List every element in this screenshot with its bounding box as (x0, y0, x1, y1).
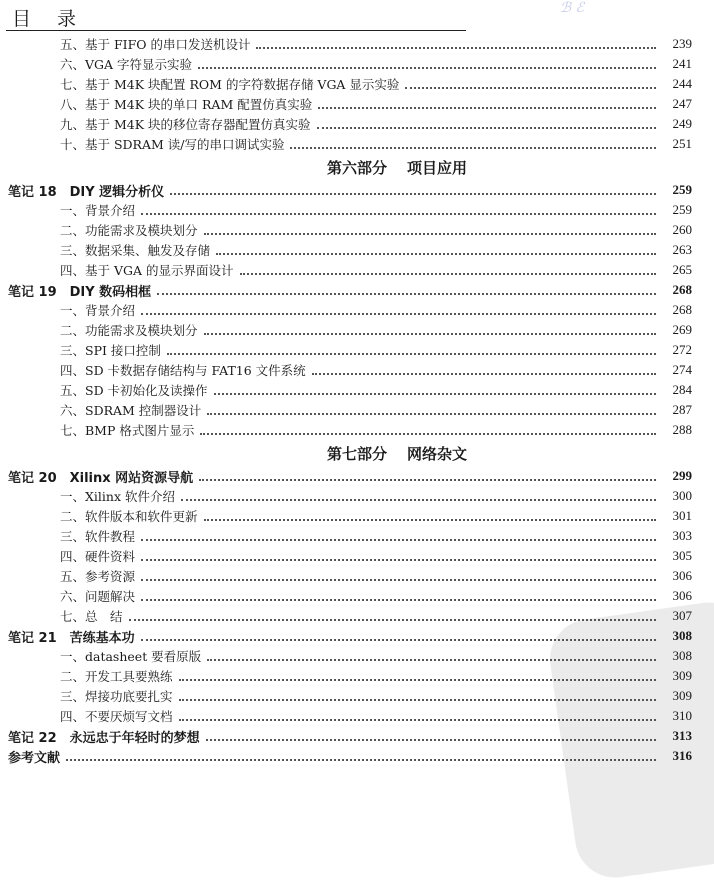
note-page: 308 (672, 628, 692, 643)
toc-entry-page: 305 (672, 548, 692, 563)
dot-leader (141, 599, 656, 601)
toc-note-entry[interactable] (0, 626, 714, 646)
dot-leader (204, 233, 656, 235)
dot-leader (240, 273, 657, 275)
dot-leader (141, 213, 656, 215)
toc-entry-page: 272 (672, 342, 692, 357)
part-name: 项目应用 (407, 158, 468, 177)
dot-leader (312, 373, 656, 375)
toc-entry-title: 二、功能需求及模块划分 (60, 223, 198, 238)
toc-entry-page: 263 (672, 242, 692, 257)
dot-leader (200, 433, 656, 435)
toc-references-entry[interactable] (0, 746, 714, 766)
toc-entry-page: 303 (672, 528, 692, 543)
toc-entry-page: 306 (672, 588, 692, 603)
toc-entry-title: 四、基于 VGA 的显示界面设计 (60, 263, 234, 278)
toc-entry-page: 307 (672, 608, 692, 623)
toc-entry-title: 三、焊接功底要扎实 (60, 689, 173, 704)
toc-entry-page: 268 (672, 302, 692, 317)
toc-entry[interactable] (0, 240, 714, 260)
toc-entry-title: 六、问题解决 (60, 589, 136, 604)
toc-entry-title: 六、SDRAM 控制器设计 (60, 403, 202, 418)
note-page: 268 (672, 282, 692, 297)
toc-entry-title: 一、datasheet 要看原版 (60, 649, 202, 664)
dot-leader (199, 479, 656, 481)
toc-entry-title: 五、SD 卡初始化及读操作 (60, 383, 208, 398)
toc-entry-page: 274 (672, 362, 692, 377)
dot-leader (129, 619, 656, 621)
toc-entry-title: 一、Xilinx 软件介绍 (60, 489, 175, 504)
dot-leader (170, 193, 656, 195)
dot-leader (204, 519, 656, 521)
dot-leader (317, 127, 656, 129)
note-page: 313 (672, 728, 692, 743)
toc-entry-title: 七、BMP 格式图片显示 (60, 423, 195, 438)
toc-entry-page: 309 (672, 688, 692, 703)
toc-entry-title: 二、开发工具要熟练 (60, 669, 173, 684)
dot-leader (181, 499, 656, 501)
dot-leader (207, 413, 656, 415)
toc-entry-page: 306 (672, 568, 692, 583)
toc-entry[interactable] (0, 566, 714, 586)
references-page: 316 (672, 748, 692, 763)
dot-leader (405, 87, 656, 89)
toc-entry-page: 287 (672, 402, 692, 417)
toc-entry[interactable] (0, 546, 714, 566)
dot-leader (167, 353, 656, 355)
dot-leader (141, 579, 656, 581)
dot-leader (206, 739, 656, 741)
toc-entry-title: 七、基于 M4K 块配置 ROM 的字符数据存储 VGA 显示实验 (60, 77, 400, 92)
toc-entry[interactable] (0, 486, 714, 506)
toc-entry[interactable] (0, 400, 714, 420)
toc-entry-title: 七、总 结 (60, 609, 123, 624)
toc-entry-page: 309 (672, 668, 692, 683)
toc-entry-title: 二、功能需求及模块划分 (60, 323, 198, 338)
dot-leader (141, 313, 656, 315)
toc-entry-title: 一、背景介绍 (60, 203, 136, 218)
toc-entry-title: 三、数据采集、触发及存储 (60, 243, 211, 258)
toc-note-entry[interactable] (0, 180, 714, 200)
toc-note-entry[interactable] (0, 280, 714, 300)
toc-entry-page: 251 (672, 136, 692, 151)
dot-leader (66, 759, 656, 761)
dot-leader (141, 539, 656, 541)
table-of-contents (0, 34, 714, 766)
toc-entry[interactable] (0, 320, 714, 340)
toc-entry-page: 241 (672, 56, 692, 71)
toc-entry[interactable] (0, 666, 714, 686)
toc-entry-title: 一、背景介绍 (60, 303, 136, 318)
toc-entry-page: 310 (672, 708, 692, 723)
toc-entry-page: 260 (672, 222, 692, 237)
toc-entry[interactable] (0, 200, 714, 220)
toc-entry-title: 四、不要厌烦写文档 (60, 709, 173, 724)
toc-entry-title: 六、VGA 字符显示实验 (60, 57, 193, 72)
note-title: 笔记 21 苦练基本功 (8, 630, 135, 646)
toc-entry-title: 九、基于 M4K 块的移位寄存器配置仿真实验 (60, 117, 311, 132)
toc-entry-page: 284 (672, 382, 692, 397)
toc-note-entry[interactable] (0, 466, 714, 486)
part-label: 第六部分 (326, 158, 387, 177)
toc-entry[interactable] (0, 54, 714, 74)
toc-entry-page: 300 (672, 488, 692, 503)
toc-entry[interactable] (0, 260, 714, 280)
toc-entry-page: 247 (672, 96, 692, 111)
dot-leader (141, 559, 656, 561)
toc-entry[interactable] (0, 606, 714, 626)
dot-leader (216, 253, 656, 255)
dot-leader (179, 699, 656, 701)
toc-entry[interactable] (0, 220, 714, 240)
note-title: 笔记 19 DIY 数码相框 (8, 284, 152, 300)
part-name: 网络杂文 (407, 444, 468, 463)
toc-entry[interactable] (0, 380, 714, 400)
dot-leader (179, 679, 656, 681)
toc-entry[interactable] (0, 506, 714, 526)
toc-entry[interactable] (0, 94, 714, 114)
toc-entry[interactable] (0, 420, 714, 440)
toc-entry-title: 五、参考资源 (60, 569, 136, 584)
dot-leader (318, 107, 656, 109)
toc-entry-title: 四、硬件资料 (60, 549, 136, 564)
toc-header (6, 2, 466, 31)
toc-entry-page: 301 (672, 508, 692, 523)
toc-entry[interactable] (0, 360, 714, 380)
toc-entry[interactable] (0, 74, 714, 94)
note-page: 299 (672, 468, 692, 483)
part-heading-7 (0, 440, 714, 466)
toc-entry-page: 239 (672, 36, 692, 51)
dot-leader (290, 147, 656, 149)
note-title: 笔记 20 Xilinx 网站资源导航 (8, 470, 194, 486)
dot-leader (214, 393, 656, 395)
part-heading-6 (0, 154, 714, 180)
dot-leader (157, 293, 656, 295)
note-page: 259 (672, 182, 692, 197)
dot-leader (204, 333, 656, 335)
toc-entry-page: 249 (672, 116, 692, 131)
note-title: 笔记 22 永远忠于年轻时的梦想 (8, 730, 200, 746)
toc-entry[interactable] (0, 686, 714, 706)
part-label: 第七部分 (326, 444, 387, 463)
toc-entry-title: 四、SD 卡数据存储结构与 FAT16 文件系统 (60, 363, 306, 378)
dot-leader (198, 67, 656, 69)
toc-entry-page: 265 (672, 262, 692, 277)
page-title: 目 录 (12, 8, 87, 30)
toc-entry[interactable] (0, 300, 714, 320)
toc-entry-page: 244 (672, 76, 692, 91)
dot-leader (256, 47, 656, 49)
toc-note-entry[interactable] (0, 726, 714, 746)
toc-entry[interactable] (0, 114, 714, 134)
stamp-mark: ℬ ℰ (560, 0, 584, 16)
toc-entry-title: 十、基于 SDRAM 读/写的串口调试实验 (60, 137, 285, 152)
toc-entry-page: 308 (672, 648, 692, 663)
toc-entry-title: 三、SPI 接口控制 (60, 343, 161, 358)
toc-entry-title: 八、基于 M4K 块的单口 RAM 配置仿真实验 (60, 97, 313, 112)
dot-leader (141, 639, 656, 641)
toc-entry[interactable] (0, 134, 714, 154)
toc-entry[interactable] (0, 34, 714, 54)
note-title: 笔记 18 DIY 逻辑分析仪 (8, 184, 165, 200)
references-title: 参考文献 (8, 750, 61, 766)
toc-entry-title: 五、基于 FIFO 的串口发送机设计 (60, 37, 251, 52)
toc-entry[interactable] (0, 706, 714, 726)
dot-leader (207, 659, 656, 661)
toc-entry-page: 288 (672, 422, 692, 437)
dot-leader (179, 719, 656, 721)
toc-entry[interactable] (0, 646, 714, 666)
toc-entry-page: 269 (672, 322, 692, 337)
toc-entry-title: 三、软件教程 (60, 529, 136, 544)
toc-entry[interactable] (0, 586, 714, 606)
toc-entry-title: 二、软件版本和软件更新 (60, 509, 198, 524)
toc-entry[interactable] (0, 340, 714, 360)
toc-entry[interactable] (0, 526, 714, 546)
toc-entry-page: 259 (672, 202, 692, 217)
